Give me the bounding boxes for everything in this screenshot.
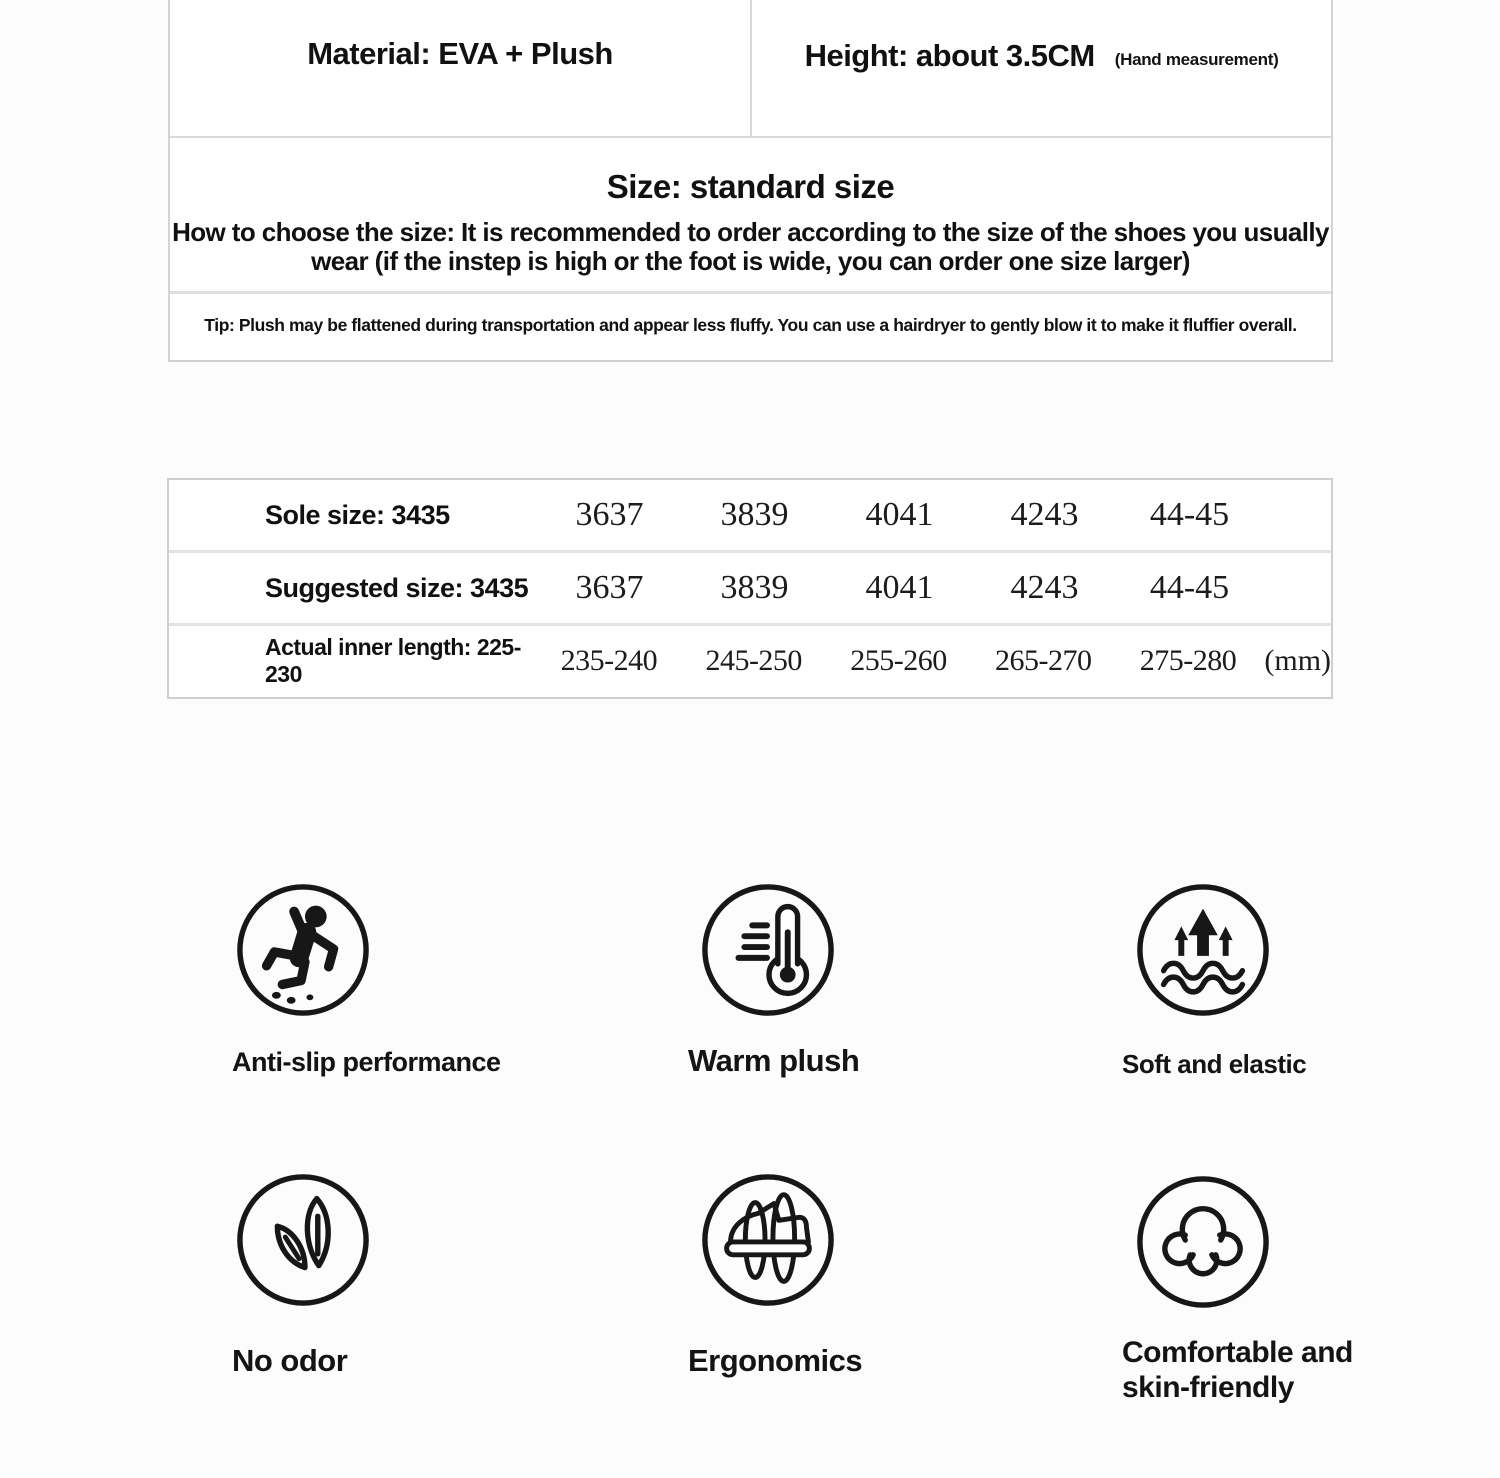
- size-cell: 44-45: [1149, 496, 1230, 533]
- size-cell: 4243: [1010, 496, 1079, 533]
- feature-label-comfortable-line2: skin-friendly: [1122, 1371, 1294, 1404]
- size-cell: 265-270: [994, 643, 1092, 677]
- elastic-waves-icon: [1134, 881, 1272, 1019]
- size-table: [167, 478, 1333, 699]
- row-label: Actual inner length: 225-230: [265, 633, 521, 687]
- size-cell: 4041: [865, 569, 934, 606]
- size-cell: 3839: [720, 496, 789, 533]
- size-guide-line2: wear (if the instep is high or the foot is wide, you can order one size larger): [311, 246, 1190, 276]
- size-cell: 4243: [1010, 569, 1079, 606]
- leaves-icon: [234, 1171, 372, 1309]
- size-cell: 3839: [720, 569, 789, 606]
- feature-label-anti-slip: Anti-slip performance: [232, 1047, 501, 1077]
- size-title: Size: standard size: [606, 168, 895, 205]
- thermometer-icon: [699, 881, 837, 1019]
- table-row-suggested-size: [169, 553, 1331, 626]
- material-text: Material: EVA + Plush: [307, 36, 613, 71]
- size-cell: 3637: [575, 569, 644, 606]
- unit-label: (mm): [1264, 643, 1332, 677]
- feature-label-comfortable-line1: Comfortable and: [1122, 1336, 1353, 1369]
- tip-row: [170, 294, 1331, 357]
- size-section: [170, 138, 1331, 294]
- spec-row-material-height: [170, 0, 1331, 138]
- size-cell: 44-45: [1149, 569, 1230, 606]
- cotton-icon: [1134, 1173, 1272, 1311]
- table-row-inner-length: [169, 626, 1331, 695]
- row-label: Sole size: 3435: [265, 499, 450, 530]
- feature-label-soft-elastic: Soft and elastic: [1122, 1049, 1307, 1079]
- ergonomic-shoe-icon: [699, 1171, 837, 1309]
- height-cell: [752, 0, 1331, 136]
- table-row-sole-size: [169, 480, 1331, 553]
- size-cell: 245-250: [705, 643, 802, 677]
- size-cell: 275-280: [1139, 643, 1237, 677]
- feature-label-no-odor: No odor: [232, 1343, 348, 1378]
- size-cell: 255-260: [850, 643, 947, 677]
- size-guide-line1: How to choose the size: It is recommended to order according to the size of the shoes you usually: [172, 217, 1329, 247]
- size-cell: 235-240: [560, 643, 658, 677]
- material-cell: [170, 0, 752, 136]
- feature-label-ergonomics: Ergonomics: [688, 1343, 863, 1378]
- tip-text: Tip: Plush may be flattened during transportation and appear less fluffy. You can use a hairdryer to gently blow it to make it fluffier overall.: [204, 315, 1297, 335]
- row-label: Suggested size: 3435: [265, 572, 529, 603]
- size-guide: [170, 218, 1331, 276]
- feature-label-comfortable: [1122, 1335, 1382, 1405]
- size-cell: 4041: [865, 496, 934, 533]
- feature-label-warm-plush: Warm plush: [688, 1043, 860, 1078]
- spec-box: [168, 0, 1333, 362]
- anti-slip-icon: [234, 881, 372, 1019]
- size-cell: 3637: [575, 496, 644, 533]
- height-note: (Hand measurement): [1114, 50, 1279, 69]
- height-text: Height: about 3.5CM: [804, 38, 1095, 73]
